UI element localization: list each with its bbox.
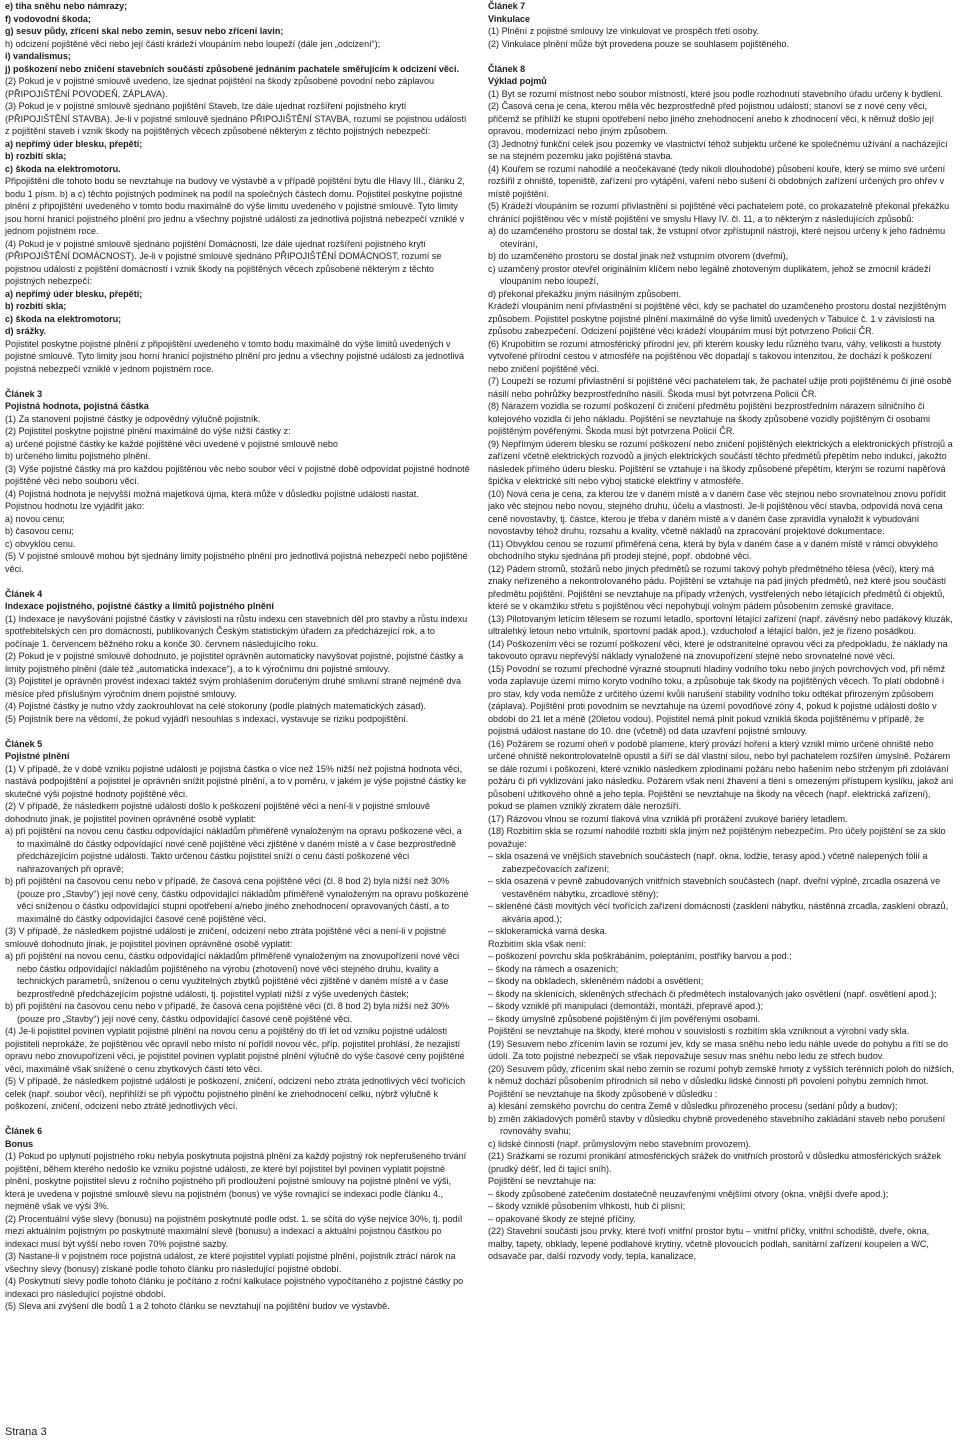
paragraph: (20) Sesuvem půdy, zřícením skal nebo zemin se rozumí pohyb zemské hmoty z vyšších terénních poloh do nižších, k němuž dochází působením přírodních sil nebo v důsledku lidské činnosti při povolení pohybu zemních hmot. Pojištění se nevztahuje na škody způsobené v důsledku : [488,1063,954,1099]
paragraph: a) nepřímý úder blesku, přepětí; [5,138,143,149]
paragraph: j) poškození nebo zničení stavebních součástí způsobené jednáním pachatele směřujícím k odcizení věci. [5,63,459,74]
paragraph: (17) Rázovou vlnou se rozumí tlaková vlna vzniklá při prorážení zvukové bariéry letadlem. [488,813,848,824]
paragraph: – škody na obkladech, skleněném nádobí a osvětlení; [488,976,704,986]
section-heading: Článek 7 [488,1,526,11]
paragraph: – škody vzniklé při manipulaci (demontáži, montáži, přepravě apod.); [488,1001,764,1011]
left-column [5,0,471,1313]
paragraph: (2) Pojistitel poskytne pojistné plnění maximálně do výše nižší částky z: [5,426,291,436]
paragraph: (4) Je-li pojistitel povinen vyplatit pojistné plnění na novou cenu a pojištěný do tří let od vzniku pojistné události pojistiteli neprokáže, že pojištěnou věc opravil nebo místo ní pořídil novou věc, příp. pojistitel prohlásí, že nezajistí opravu nebo znovupořízení věci, je pojistitel povinen vyplatit pojistné plnění výlučně do výše časové ceny pojištěné věci, maximálně však snížené o cenu zbytkových částí této věci. [5,1026,465,1074]
spacer [5,1113,471,1126]
spacer [488,50,954,63]
paragraph: (4) Pojistné částky je nutno vždy zaokrouhlovat na celé stokoruny (podle platných matematických zásad). [5,701,426,711]
paragraph: b) při pojištění na časovou cenu nebo v případě, že časová cena pojištěné věci (čl. 8 bod 2) byla nižší než 30% (pouze pro „Stavby“) její nové ceny, částku odpovídající časové ceně pojištěné věci. [5,1001,450,1024]
paragraph: b) při pojištění na časovou cenu nebo v případě, že časová cena pojištěné věci (čl. 8 bod 2) byla nižší než 30% (pouze pro „Stavby“) její nové ceny, částku odpovídající nákladům přiměřeně vynaloženým na opravu poškozené věci sníženou o částku odpovídající stupni opotřebení a/nebo jiného znehodnocení opravovaných částí, a to maximálně do částky odpovídající časové ceně pojištěné věci. [5,876,469,924]
section-heading: Výklad pojmů [488,76,547,86]
section-heading: Článek 6 [5,1126,43,1136]
paragraph: (5) Sleva ani zvýšení dle bodů 1 a 2 tohoto článku se nevztahují na pojištění budov ve výstavbě. [5,1301,390,1311]
paragraph: e) tíha sněhu nebo námrazy; [5,1,128,11]
paragraph: c) škoda na elektromotoru. [5,163,121,174]
paragraph: (10) Nová cena je cena, za kterou lze v daném místě a v daném čase věc stejnou nebo srovnatelnou znovu pořídit jako věc stejnou nebo novou, stejného druhu, účelu a vlastností. Je-li pojištěnou věcí stavba, odpovídá nová cena ceně novostavby, tj. částce, kterou je třeba v daném místě a v daném čase zpravidla vynaložit k vybudování novostavby téhož druhu, rozsahu a kvality, včetně nákladů na zpracování projektové dokumentace. [488,488,946,536]
section-heading: Pojistná hodnota, pojistná částka [5,401,149,411]
paragraph: c) obvyklou cenu. [5,538,76,549]
paragraph: (22) Stavební součásti jsou prvky, které tvoří vnitřní prostor bytu – vnitřní příčky, vnitřní schodiště, dveře, okna, malby, tapety, obklady, lepené podlahové krytiny, včetně plovoucích podlah, sanitární zařízení koupelen a WC, odsavače par, další rozvody vody, tepla, kanalizace, [488,1226,930,1261]
paragraph: c) uzamčený prostor otevřel originálním klíčem nebo legálně zhotoveným duplikátem, jehož se zmocnil krádeží vloupáním nebo loupeží, [488,263,932,286]
paragraph: Krádeží vloupáním není přivlastnění si pojištěné věci, kdy se pachatel do uzamčeného prostoru dostal nezjištěným způsobem. Pojistitel poskytne pojistné plnění maximálně do výše limitů uvedených v Tabulce č. 1 v závislosti na způsobu zabezpečení. Odcizení pojištěné věci krádeží vloupáním musí být potvrzeno Policií ČR. [488,301,947,336]
paragraph: (1) V případě, že v době vzniku pojistné události je pojistná částka o více než 15% nižší než pojistná hodnota věci, nastává podpojištění a pojistitel je oprávněn snížit pojistné plnění, a to v poměru, v jakém je výše pojistné částky ke skutečné výši pojistné hodnoty pojištěné věci. [5,763,467,799]
paragraph: – skleněné části movitých věcí tvořících zařízení domácnosti (zasklení nábytku, nástěnná zrcadla, zasklení obrazů, akvária apod.); [488,901,949,924]
paragraph: Připojištění dle tohoto bodu se nevztahuje na budovy ve výstavbě a v případě pojištění bytu dle Hlavy III., článku 2, bodu 1 písm. b) a c) těchto pojistných podmínek na podíl na společných částech domu. Pojistitel poskytne pojistné plnění z připojištění uvedeného v tomto bodu maximálně do výše limitu uvedeného v pojistné smlouvě. Tyto limity jsou horní hranicí pojistného plnění pro jednu a všechny pojistné události za jednotlivá pojistná nebezpečí vzniklé v jednom pojistném roce. [5,176,465,236]
paragraph: (6) Krupobitím se rozumí atmosférický přírodní jev, při kterém kousky ledu různého tvaru, váhy, velikosti a hustoty vytvořené přírodní cestou v atmosféře na pojištěnou věc dopadají s takovou intenzitou, že dochází k poškození nebo zničení pojištěné věci. [488,338,942,374]
paragraph: (5) Pojistník bere na vědomí, že pokud vyjádří nesouhlas s indexací, vystavuje se riziku podpojištění. [5,713,409,724]
paragraph: – škody způsobené zatečením dostatečně neuzavřenými vnějšími otvory (okna, vnější dveře apod.); [488,1188,889,1199]
paragraph: i) vandalismus; [5,51,71,61]
paragraph: d) srážky. [5,326,47,336]
paragraph: (15) Povodní se rozumí přechodné výrazné stoupnutí hladiny vodního toku nebo jiných povrchových vod, při němž voda zaplavuje území mimo koryto vodního toku, a způsobuje tak škody na pojištěných věcech. To platí obdobně i pro stav, kdy voda nemůže z určitého území kvůli narušení stability vodního toku odtékat přirozeným způsobem (záplava). Pojištění proti povodním se nevztahuje na území povodňové zóny 4, pokud k pojistné události došlo v období do 21 let a méně (20letou vodou). Pojistitel nemá plnit pokud vzniklá škoda pojištěnému v případě, že pojistná událost nastane do 10. dne (včetně) od data uzavření pojistné smlouvy. [488,663,946,736]
paragraph: (4) Pojistná hodnota je nejvyšší možná majetková újma, která může v důsledku pojistné události nastat. [5,488,419,499]
paragraph: (21) Srážkami se rozumí pronikání atmosférických srážek do vnitřních prostorů v důsledku atmosférických srážek (prudký déšť, led či tající sníh). [488,1151,942,1174]
paragraph: b) rozbití skla; [5,151,67,161]
paragraph: a) při pojištění na novou cenu, částku odpovídající nákladům přiměřeně vynaloženým na znovupořízení nové věci nebo částku odpovídající nákladům pojištěného na výrobu (zhotovení) nové věci stejného druhu, kvality a technických parametrů, sníženou o cenu využitelných zbytků pojištěné věci zjištěné v daném místě a v čase bezprostředně předcházejícím pojistné události, tj. pojistitel vyplatí nižší z výše uvedených částek; [5,951,460,999]
paragraph: – sklokeramická varná deska. [488,926,608,936]
paragraph: (7) Loupeží se rozumí přivlastnění si pojištěné věci pachatelem tak, že pachatel užije proti pojištěnému či jiné osobě násilí nebo pohrůžky bezprostředního násilí. Škoda musí být potvrzena Policií ČR. [488,376,952,399]
paragraph: a) do uzamčeného prostoru se dostal tak, že vstupní otvor zpřístupnil nástroji, které nejsou určeny k jeho řádnému otevírání, [488,226,946,249]
page-number: Strana 3 [5,1426,47,1438]
section-heading: Článek 3 [5,388,43,399]
paragraph: d) překonal překážku jiným násilným způsobem. [488,288,682,299]
paragraph: (18) Rozbitím skla se rozumí nahodilé rozbití skla jiným než pojištěným nebezpečím. Pro účely pojištění se za sklo považuje: [488,826,946,849]
paragraph: Pojištění se nevztahuje na škody, které mohou v souvislosti s rozbitím skla vzniknout a výrobní vady skla. [488,1026,910,1036]
paragraph: (13) Pilotovaným letícím tělesem se rozumí letadlo, sportovní létající zařízení (např. závěsný nebo padákový kluzák, ultralehký letoun nebo vrtulník, sportovní padák apod.), vzducholoď a létající balón, jež je řízeno posádkou. [488,613,953,636]
paragraph: c) lidské činnosti (např. průmyslovým nebo stavebním provozem). [488,1138,751,1149]
paragraph: (3) Pokud je v pojistné smlouvě sjednáno pojištění Staveb, lze dále ujednat rozšíření pojistného krytí (PŘIPOJIŠTĚNÍ STAVBA). Je-li v pojistné smlouvě sjednáno PŘIPOJIŠTĚNÍ STAVBA, rozumí se pojistnou událostí z pojištění staveb i vznik škody na pojištěných věcech způsobené některým z těchto pojistných nebezpečí: [5,101,467,136]
paragraph: (19) Sesuvem nebo zřícením lavin se rozumí jev, kdy se masa sněhu nebo ledu náhle uvede do pohybu a řítí se do údolí. Za toto pojistné nebezpečí se však nepovažuje sesuv mas sněhu nebo ledu ze střech budov. [488,1038,948,1061]
paragraph: (9) Nepřímým úderem blesku se rozumí poškození nebo zničení pojištěných elektrických a elektronických přístrojů a zařízení včetně elektrických rozvodů a jiných elektrických součástí těchto předmětů přepětím nebo indukcí, jakožto následek přímého úderu blesku. Pojištění se vztahuje i na škody způsobené přepětím, kterým se rozumí napěťová špička v elektrické síti nebo výboj statické elektřiny v atmosféře. [488,438,953,486]
paragraph: – skla osazená v pevně zabudovaných vnitřních stavebních součástech (např. dveřní výplně, zrcadla osazená ve vestavěném nábytku, zrcadlové stěny); [488,876,941,899]
paragraph: f) vodovodní škoda; [5,13,91,24]
paragraph: Pojistnou hodnotu lze vyjádřit jako: [5,501,145,511]
paragraph: (5) V pojistné smlouvě mohou být sjednány limity pojistného plnění pro jednotlivá pojistná nebezpečí nebo pojištěné věci. [5,551,468,574]
section-heading: Vinkulace [488,13,531,24]
section-heading: Bonus [5,1138,34,1149]
paragraph: – škody vzniklé působením vlhkosti, hub či plísní; [488,1201,686,1211]
paragraph: a) novou cenu; [5,513,65,524]
paragraph: (3) Jednotný funkční celek jsou pozemky ve vlastnictví téhož subjektu určené ke společnému užívání a nacházející se na stejném pozemku jako pojištěná stavba. [488,138,948,161]
paragraph: Rozbitím skla však není: [488,938,587,949]
paragraph: (3) Výše pojistné částky má pro každou pojištěnou věc nebo soubor věcí v pojistné době odpovídat pojistné hodnotě pojištěné věci nebo souboru věcí. [5,463,470,486]
paragraph: (1) Indexace je navyšování pojistné částky v závislosti na růstu indexu cen stavebních děl pro stavby a růstu indexu spotřebitelských cen pro domácnosti, publikovaných Českým statistickým úřadem za předcházející rok, a to počínaje 1. červencem běžného roku a konče 30. červnem následujícího roku. [5,613,468,649]
paragraph: (14) Poškozením věci se rozumí poškození věci, které je odstranitelné opravou věci za předpokladu, že náklady na takovouto opravu nepřevýší náklady vynaložené na znovupořízení stejné nebo srovnatelné nové věci. [488,638,948,661]
spacer [5,375,471,388]
paragraph: – opakované škody ze stejné příčiny. [488,1213,636,1224]
paragraph: (8) Nárazem vozidla se rozumí poškození či zničení předmětu pojištění bezprostředním nárazem silničního či kolejového vozidla či jeho nákladu. Pojištění se nevztahuje na škody způsobené vozidly pojištěným či osobami pojištěným pověřenými. Škoda musí být potvrzena Policií ČR. [488,401,931,436]
paragraph: c) škoda na elektromotoru; [5,313,122,324]
paragraph: – poškození povrchu skla poškrábáním, poleptáním, postříky barvou a pod.; [488,951,792,961]
paragraph: Pojištění se nevztahuje na: [488,1176,597,1186]
spacer [5,725,471,738]
paragraph: (5) Krádeží vloupáním se rozumí přivlastnění si pojištěné věci pachatelem poté, co prokazatelně překonal překážku chránící pojištěnou věc v místě pojištění ve smyslu Hlavy IV. čl. 11, a to některým z následujících způsobů: [488,201,950,224]
paragraph: (2) Procentuální výše slevy (bonusu) na pojistném poskytnuté podle odst. 1. se sčítá do výše nejvíce 30%, tj. podíl mezi aktuálním pojistným po poskytnuté maximální slevě (bonusu) a indexací a aktuální pojistnou částkou po indexaci musí být vyšší nebo roven 70% pojistné sazby. [5,1213,463,1249]
paragraph: (2) Vinkulace plnění může být provedena pouze se souhlasem pojištěného. [488,38,790,49]
paragraph: a) klesání zemského povrchu do centra Země v důsledku přirozeného procesu (sedání půdy a budov); [488,1101,898,1111]
paragraph: – škody na sklenících, skleněných střechách či předmětech instalovaných jako osvětlení (např. osvětlení apod.); [488,988,937,999]
paragraph: (3) Pojistitel je oprávněn provést indexaci taktéž svým prohlášením doručeným druhé smluvní straně nejméně dva měsíce před příslušným výročním dnem pojistné smlouvy. [5,676,462,699]
paragraph: (2) Pokud je v pojistné smlouvě uvedeno, lze sjednat pojištění na škody způsobené povodní nebo záplavou (PŘIPOJIŠTĚNÍ POVODEŇ, ZÁPLAVA). [5,76,435,99]
paragraph: (4) Kouřem se rozumí nahodilé a neočekávané (tedy nikoli dlouhodobé) působení kouře, který se mimo své určení rozšířil z ohniště, topeniště, zařízení pro vytápění, vaření nebo sušení či obdobných zařízení určených pro ohřev v místě pojištění. [488,163,946,199]
paragraph: (3) Nastane-li v pojistném roce pojistná událost, ze které pojistitel vyplatí pojistné plnění, pojistník ztrácí nárok na všechny slevy (bonusy) získané podle tohoto článku pro následující pojistné období. [5,1251,456,1274]
paragraph: (11) Obvyklou cenou se rozumí přiměřená cena, která by byla v daném čase a v daném místě v rámci obvyklého obchodního styku sjednána při prodeji stejné, popř. obdobné věci. [488,538,938,561]
paragraph: b) rozbití skla; [5,301,67,311]
section-heading: Indexace pojistného, pojistné částky a limitů pojistného plnění [5,601,274,611]
paragraph: (3) V případě, že následkem pojistné události je zničení, odcizení nebo ztráta pojištěné věci a není-li v pojistné smlouvě dohodnuto jinak, je pojistitel povinen oprávněné osobě vyplatit: [5,926,447,949]
paragraph: (1) Plnění z pojistné smlouvy lze vinkulovat ve prospěch třetí osoby. [488,26,759,36]
paragraph: a) nepřímý úder blesku, přepětí; [5,288,143,299]
paragraph: b) časovou cenu; [5,526,74,536]
paragraph: – skla osazená ve vnějších stavebních součástech (např. okna, lodžie, terasy apod.) včetně nalepených fólií a zabezpečovacích zařízení; [488,851,928,874]
paragraph: (1) Byt se rozumí místnost nebo soubor místností, které jsou podle rozhodnutí stavebního úřadu určeny k bydlení. [488,88,944,99]
paragraph: b) změn základových poměrů stavby v důsledku chybně provedeného stavebního zakládání staveb nebo porušení rovnováhy svahu; [488,1113,946,1136]
paragraph: – škody na rámech a osazeních; [488,963,619,974]
paragraph: b) určeného limitu pojistného plnění. [5,451,151,461]
paragraph: (2) V případě, že následkem pojistné události došlo k poškození pojištěné věci a není-li v pojistné smlouvě dohodnuto jinak, je pojistitel povinen oprávněné osobě vyplatit: [5,801,430,824]
paragraph: (1) Pokud po uplynutí pojistného roku nebyla poskytnuta pojistná plnění za každý pojistný rok nepřerušeného trvání pojištění, během kterého nedošlo ke vzniku pojistné události, ze které byl pojistitel byl povinen vyplatit pojistné plnění, poskytne pojistitel slevu z ročního pojistného při prodloužení pojistné smlouvy na pojistné plnění ve výši, která je uvedena v pojistné smlouvě slevu na pojistném (bonus) ve výše rovnající se indexaci podle článku 4., nejméně však ve výši 3%. [5,1151,467,1211]
right-column [488,0,954,1263]
paragraph: Pojistitel poskytne pojistné plnění z připojištění uvedeného v tomto bodu maximálně do výše limitů uvedených v pojistné smlouvě. Tyto limity jsou horní hranicí pojistného plnění pro jednu a všechny pojistné události za jednotlivá pojistná nebezpečí vzniklé v jednom pojistném roce. [5,338,464,374]
section-heading: Článek 4 [5,588,43,599]
section-heading: Pojistné plnění [5,751,70,761]
paragraph: g) sesuv půdy, zřícení skal nebo zemin, sesuv nebo zřícení lavin; [5,26,284,36]
section-heading: Článek 8 [488,63,526,74]
paragraph: (2) Časová cena je cena, kterou měla věc bezprostředně před pojistnou událostí; stanoví se z nové ceny věci, přičemž se přihlíží ke stupni opotřebení nebo jiného znehodnocení anebo k zhodnocení věci, k němuž došlo její opravou, modernizací nebo jiným způsobem. [488,101,935,136]
spacer [5,575,471,588]
section-heading: Článek 5 [5,738,43,749]
paragraph: (5) V případě, že následkem pojistné události je poškození, zničení, odcizení nebo ztráta jednotlivých věcí tvořících celek (např. soubor věcí), nepřihlíží se při výpočtu pojistného plnění ke znehodnocení celku, nýbrž výlučně k poškození, zničení, odcizení nebo ztrátě jednotlivých věcí. [5,1076,466,1111]
paragraph: a) při pojištění na novou cenu částku odpovídající nákladům přiměřeně vynaloženým na opravu poškozené věci, a to maximálně do částky odpovídající nové ceně pojištěné věci zjištěné v daném místě a v čase bezprostředně předcházejícím pojistné události. Takto určenou částku pojistitel sníží o cenu částí poškozené věci nahrazovaných při opravě; [5,826,462,874]
paragraph: (12) Pádem stromů, stožárů nebo jiných předmětů se rozumí takový pohyb předmětného tělesa (věci), který má znaky neřízeného a nekontrolovaného pádu. Pojištění se vztahuje na pád jiných předmětů, než které jsou součástí předmětu pojištění. Pojištění se nevztahuje na případy vržených, vystřelených nebo létajících předmětů či objektů, které se v okamžiku střetu s pojištěnou věcí nepohybují volným pádem působením zemské gravitace. [488,563,947,611]
paragraph: (4) Poskytnutí slevy podle tohoto článku je počítáno z roční kalkulace pojistného vypočítaného z pojistné částky po indexaci pro následující pojistné období. [5,1276,464,1299]
paragraph: (2) Pokud je v pojistné smlouvě dohodnuto, je pojistitel oprávněn automaticky navyšovat pojistné, pojistné částky a limity pojistného plnění (dále též „automatická indexace“), a to k výročnímu dni pojistné smlouvy. [5,651,464,674]
paragraph: a) určené pojistné částky ke každé pojištěné věci uvedené v pojistné smlouvě nebo [5,438,338,449]
paragraph: (1) Za stanovení pojistné částky je odpovědný výlučně pojistník. [5,413,261,424]
paragraph: – škody úmyslně způsobené pojištěným či jím pověřenými osobami. [488,1013,761,1024]
paragraph: b) do uzamčeného prostoru se dostal jinak než vstupním otvorem (dveřmi), [488,251,789,261]
paragraph: (4) Pokud je v pojistné smlouvě sjednáno pojištění Domácnosti, lze dále ujednat rozšíření pojistného krytí (PŘIPOJIŠTĚNÍ DOMÁCNOST). Je-li v pojistné smlouvě sjednáno PŘIPOJIŠTĚNÍ DOMÁCNOST, rozumí se pojistnou událostí z pojištění domácností i vznik škody na pojištěných věcech způsobené některým z těchto pojistných nebezpečí: [5,238,442,286]
paragraph: (16) Požárem se rozumí oheň v podobě plamene, který provází hoření a který vznikl mimo určené ohniště nebo určené ohniště nekontrolovatelně opustil a šíří se dál vlastní silou, nebo byl pachatelem rozšířen úmyslně. Požárem se dále rozumí i poškození, které vzniklo následkem zplodinami požáru nebo hašením nebo strženým při zdolávání požáru či při vyklizování jako následku. Požárem však není žhavení a tlení s omezeným přístupem kyslíku, jakož ani působení užitkového ohně a jeho tepla. Pojištění se nevztahuje na škody na věcech (např. elektrická zařízení), pokud se plamen vzniklý zkratem dále nerozšíří. [488,738,954,811]
paragraph: h) odcizení pojištěné věci nebo její části krádeží vloupáním nebo loupeží (dále jen „odcizení“); [5,38,381,49]
